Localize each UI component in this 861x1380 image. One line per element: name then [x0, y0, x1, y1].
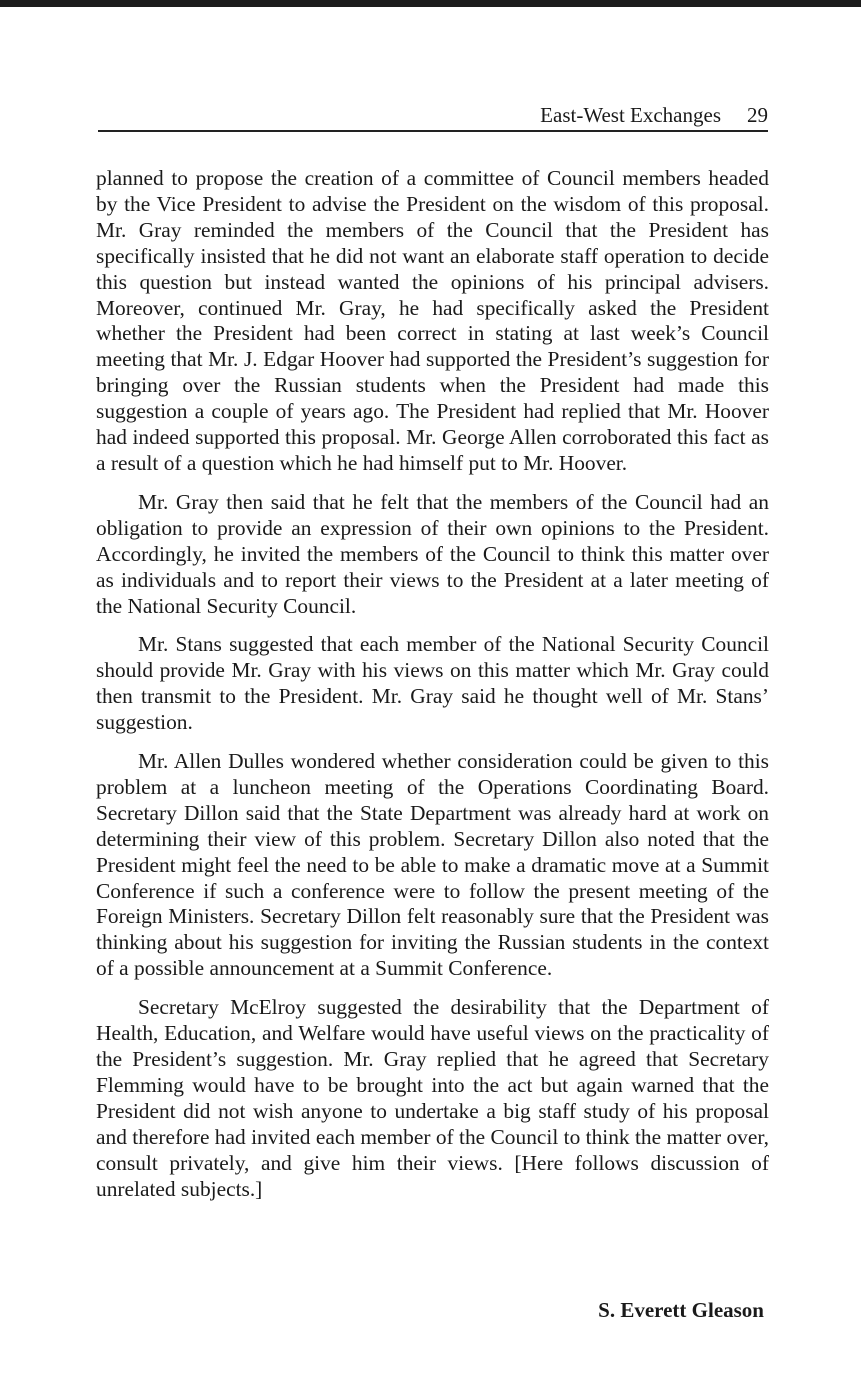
- paragraph-continued: planned to propose the creation of a committee of Council members headed by the Vice President to advise the President on the wisdom of this proposal. Mr. Gray reminded the members of the Council that the President has specifically insisted that he did not want an elaborate staff operation to decide this question but instead wanted the opinions of his principal advisers. Moreover, continued Mr. Gray, he had specifically asked the President whether the President had been correct in stating at last week’s Council meeting that Mr. J. Edgar Hoover had supported the President’s suggestion for bringing over the Russian students when the President had made this suggestion a couple of years ago. The President had replied that Mr. Hoover had indeed supported this proposal. Mr. George Allen corroborated this fact as a result of a question which he had himself put to Mr. Hoover.: [96, 166, 769, 475]
- paragraph: Mr. Gray then said that he felt that the members of the Council had an obligation to provide an expression of their own opinions to the President. Accordingly, he invited the members of the Council to think this matter over as individuals and to report their views to the President at a later meeting of the National Security Council.: [96, 489, 769, 618]
- page-number: 29: [747, 103, 768, 127]
- page-top-edge: [0, 0, 861, 7]
- paragraph: Mr. Allen Dulles wondered whether consideration could be given to this problem at a luncheon meeting of the Operations Coordinating Board. Secretary Dillon said that the State Department was already hard at work on determining their view of this problem. Secretary Dillon also noted that the President might feel the need to be able to make a dramatic move at a Summit Conference if such a conference were to follow the present meeting of the Foreign Ministers. Secretary Dillon felt reasonably sure that the President was thinking about his suggestion for inviting the Russian students in the context of a possible announcement at a Summit Conference.: [96, 749, 769, 981]
- paragraph: Secretary McElroy suggested the desirability that the Department of Health, Education, and Welfare would have useful views on the practicality of the President’s suggestion. Mr. Gray replied that he agreed that Secretary Flemming would have to be brought into the act but again warned that the President did not wish anyone to undertake a big staff study of his proposal and therefore had invited each member of the Council to think the matter over, consult privately, and give him their views. [Here follows discussion of unrelated subjects.]: [96, 995, 769, 1201]
- signature: S. Everett Gleason: [598, 1298, 764, 1322]
- document-body: [96, 166, 769, 1215]
- paragraph: Mr. Stans suggested that each member of the National Security Council should provide Mr. Gray with his views on this matter which Mr. Gray could then transmit to the President. Mr. Gray said he thought well of Mr. Stans’ suggestion.: [96, 632, 769, 735]
- running-header: [98, 100, 768, 132]
- running-title: East-West Exchanges: [540, 103, 721, 127]
